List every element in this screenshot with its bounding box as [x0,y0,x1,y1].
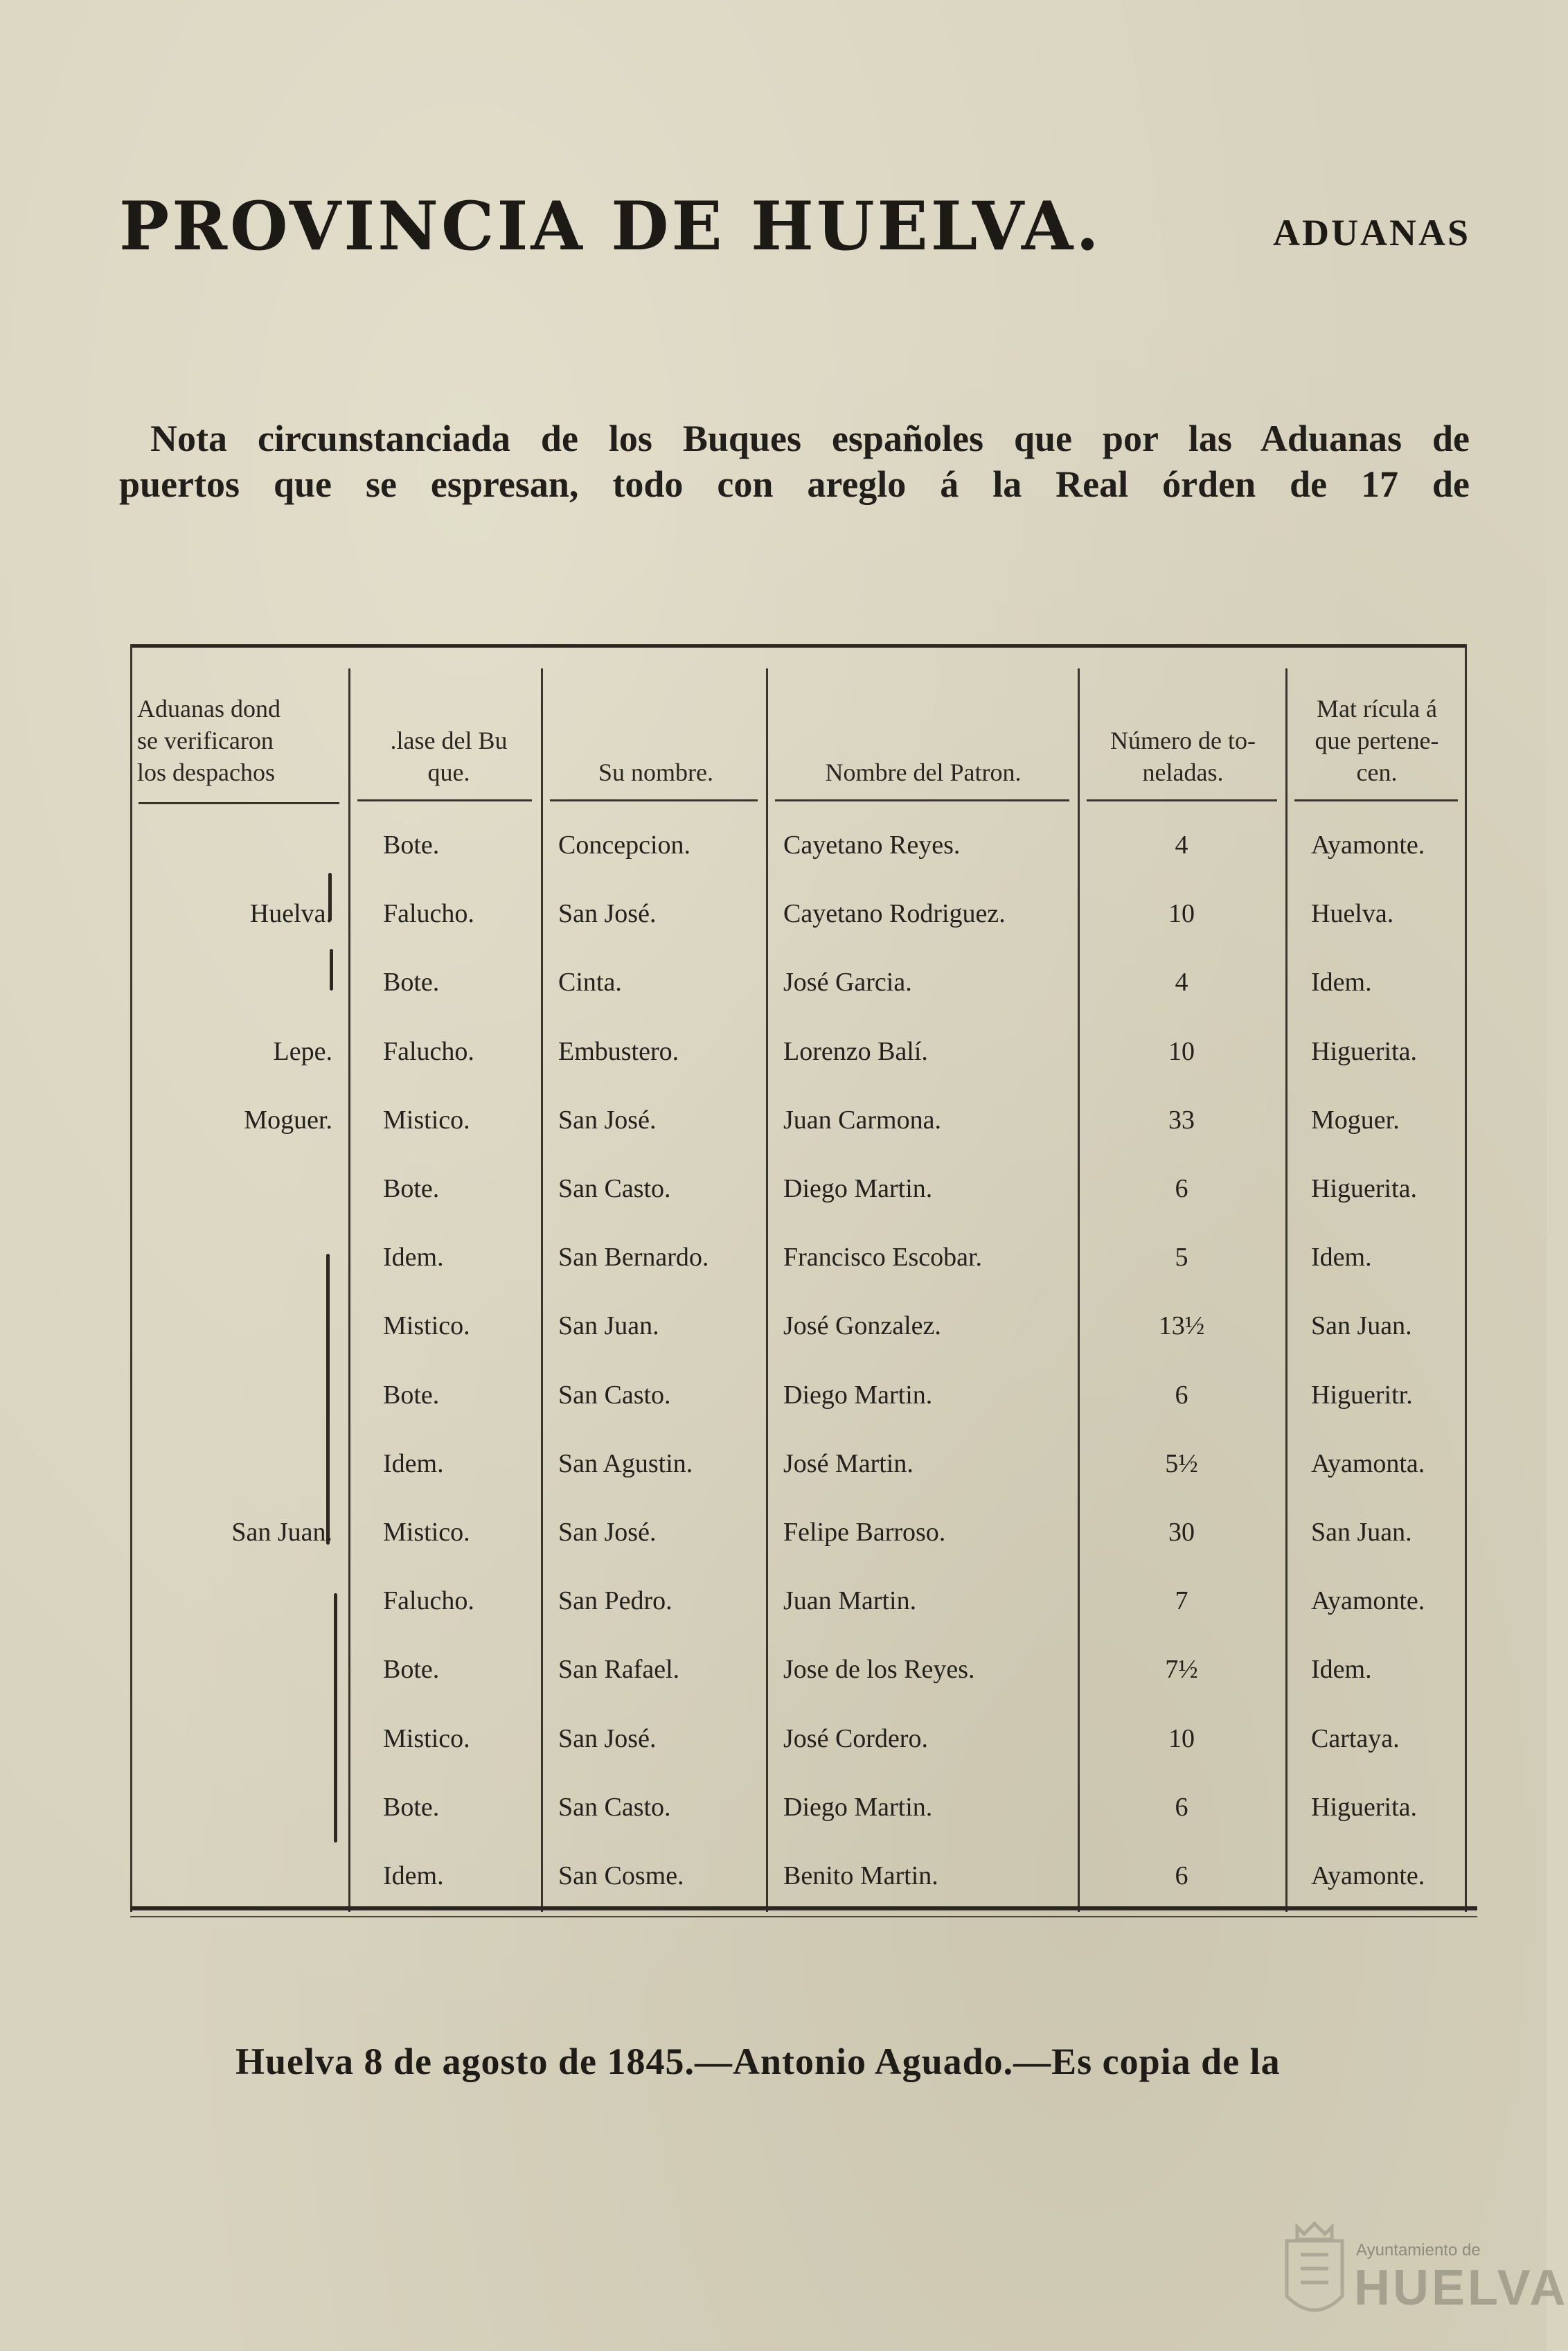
cell-matricula: Idem. [1311,1655,1372,1684]
cell-matricula: Ayamonta. [1311,1449,1425,1478]
cell-nombre: Concepcion. [558,831,691,860]
cell-toneladas: 6 [1175,1861,1188,1890]
cell-toneladas: 6 [1175,1174,1188,1203]
cell-toneladas: 4 [1175,968,1188,997]
cell-clase: Bote. [383,968,440,997]
cell-aduana: Moguer. [244,1106,332,1135]
intro-line-1: Nota circunstanciada de los Buques españoles que por las Aduanas de [150,418,1470,459]
cell-clase: Bote. [383,1655,440,1684]
table-bottom-rule-thin [130,1916,1477,1917]
cell-nombre: San Casto. [558,1381,671,1410]
cell-patron: Francisco Escobar. [783,1243,983,1272]
cell-clase: Falucho. [383,899,474,928]
cell-patron: Cayetano Rodriguez. [783,899,1006,928]
cell-patron: Benito Martin. [783,1861,938,1890]
cell-clase: Idem. [383,1449,444,1478]
header-aduanas [137,693,345,788]
cell-nombre: Cinta. [558,968,622,997]
cell-nombre: San Pedro. [558,1586,672,1615]
cell-clase: Bote. [383,1174,440,1203]
column-divider [541,668,543,1912]
cell-matricula: Idem. [1311,1243,1372,1272]
cell-clase: Mistico. [383,1106,470,1135]
header-line: que. [427,758,470,786]
ships-table [130,644,1467,1912]
cell-patron: José Cordero. [783,1724,928,1753]
cell-nombre: San Casto. [558,1793,671,1822]
header-line: Número de to- [1110,727,1256,754]
header-patron [771,756,1076,788]
cell-toneladas: 4 [1175,831,1188,860]
cell-toneladas: 5½ [1165,1449,1198,1478]
cell-nombre: San Cosme. [558,1861,684,1890]
column-divider [348,668,350,1912]
header-underline [1087,799,1277,801]
header-underline [775,799,1069,801]
header-line: se verificaron [137,727,274,754]
cell-matricula: Higuerita. [1311,1793,1418,1822]
cell-matricula: Idem. [1311,968,1372,997]
column-divider [766,668,768,1912]
cell-patron: Diego Martin. [783,1793,933,1822]
cell-toneladas: 7½ [1165,1655,1198,1684]
header-line: Su nombre. [598,758,713,786]
cell-toneladas: 30 [1168,1518,1195,1547]
header-line: .lase del Bu [390,727,508,754]
cell-clase: Falucho. [383,1037,474,1066]
cell-toneladas: 33 [1168,1106,1195,1135]
header-line: Nombre del Patron. [825,758,1022,786]
cell-aduana: Lepe. [273,1037,332,1066]
cell-matricula: San Juan. [1311,1518,1412,1547]
watermark-big-text: HUELVA [1354,2260,1568,2316]
cell-nombre: San Agustin. [558,1449,693,1478]
cell-nombre: San José. [558,1106,657,1135]
cell-nombre: San Rafael. [558,1655,680,1684]
cell-matricula: Ayamonte. [1311,1586,1425,1615]
page-title: PROVINCIA DE HUELVA. [119,187,1102,265]
cell-clase: Idem. [383,1243,444,1272]
cell-patron: José Gonzalez. [783,1311,941,1340]
group-bracket [326,1254,330,1545]
column-divider [1078,668,1080,1912]
cell-clase: Mistico. [383,1724,470,1753]
header-underline [357,799,532,801]
header-line: neladas. [1142,758,1224,786]
cell-patron: Diego Martin. [783,1174,933,1203]
cell-patron: Diego Martin. [783,1381,933,1410]
cell-nombre: San José. [558,1518,657,1547]
cell-toneladas: 6 [1175,1793,1188,1822]
cell-clase: Bote. [383,1793,440,1822]
cell-matricula: Higuerita. [1311,1037,1418,1066]
cell-matricula: Ayamonte. [1311,831,1425,860]
table-top-rule [130,644,1467,648]
cell-toneladas: 6 [1175,1381,1188,1410]
header-line: Aduanas dond [137,695,280,722]
cell-toneladas: 5 [1175,1243,1188,1272]
cell-toneladas: 10 [1168,1037,1195,1066]
watermark-small-text: Ayuntamiento de [1356,2241,1481,2260]
cell-nombre: San José. [558,1724,657,1753]
cell-patron: Felipe Barroso. [783,1518,946,1547]
cell-matricula: Higuerita. [1311,1174,1418,1203]
cell-toneladas: 10 [1168,899,1195,928]
cell-clase: Idem. [383,1861,444,1890]
cell-toneladas: 7 [1175,1586,1188,1615]
cell-patron: Juan Martin. [783,1586,917,1615]
cell-nombre: Embustero. [558,1037,679,1066]
header-clase [359,725,539,788]
header-line: cen. [1356,758,1398,786]
header-line: los despachos [137,758,275,786]
intro-line-2: puertos que se espresan, todo con areglo á la Real órden de 17 de [119,463,1470,505]
cell-clase: Mistico. [383,1311,470,1340]
table-bottom-rule [130,1906,1477,1910]
header-nombre [546,756,766,788]
header-underline [139,802,339,804]
cell-nombre: San Bernardo. [558,1243,709,1272]
cell-clase: Bote. [383,831,440,860]
cell-matricula: Huelva. [1311,899,1394,928]
cell-patron: José Garcia. [783,968,912,997]
header-underline [550,799,758,801]
cell-toneladas: 13½ [1158,1311,1205,1340]
cell-nombre: San Casto. [558,1174,671,1203]
column-divider [1465,644,1467,1912]
cell-matricula: Ayamonte. [1311,1861,1425,1890]
intro-paragraph [119,416,1470,507]
column-divider [130,644,132,1912]
cell-nombre: San José. [558,899,657,928]
cell-patron: Lorenzo Balí. [783,1037,928,1066]
footer-line: Huelva 8 de agosto de 1845.—Antonio Aguado.—Es copia de la [235,2041,1281,2082]
column-divider [1285,668,1288,1912]
cell-nombre: San Juan. [558,1311,659,1340]
cell-matricula: San Juan. [1311,1311,1412,1340]
cell-clase: Bote. [383,1381,440,1410]
header-matricula [1290,693,1463,788]
cell-matricula: Moguer. [1311,1106,1400,1135]
cell-clase: Mistico. [383,1518,470,1547]
header-underline [1294,799,1458,801]
header-line: Mat rícula á [1317,695,1437,722]
group-bracket [330,949,333,991]
cell-toneladas: 10 [1168,1724,1195,1753]
header-toneladas [1083,725,1283,788]
cell-patron: José Martin. [783,1449,914,1478]
cell-clase: Falucho. [383,1586,474,1615]
cell-patron: Juan Carmona. [783,1106,941,1135]
cell-matricula: Higueritr. [1311,1381,1413,1410]
cell-aduana: Huelva. [249,899,332,928]
group-bracket [334,1593,337,1843]
section-heading: ADUANAS [1272,212,1470,254]
cell-patron: Cayetano Reyes. [783,831,961,860]
header-line: que pertene- [1315,727,1439,754]
cell-matricula: Cartaya. [1311,1724,1400,1753]
cell-aduana: San Juan. [231,1518,332,1547]
cell-patron: Jose de los Reyes. [783,1655,975,1684]
